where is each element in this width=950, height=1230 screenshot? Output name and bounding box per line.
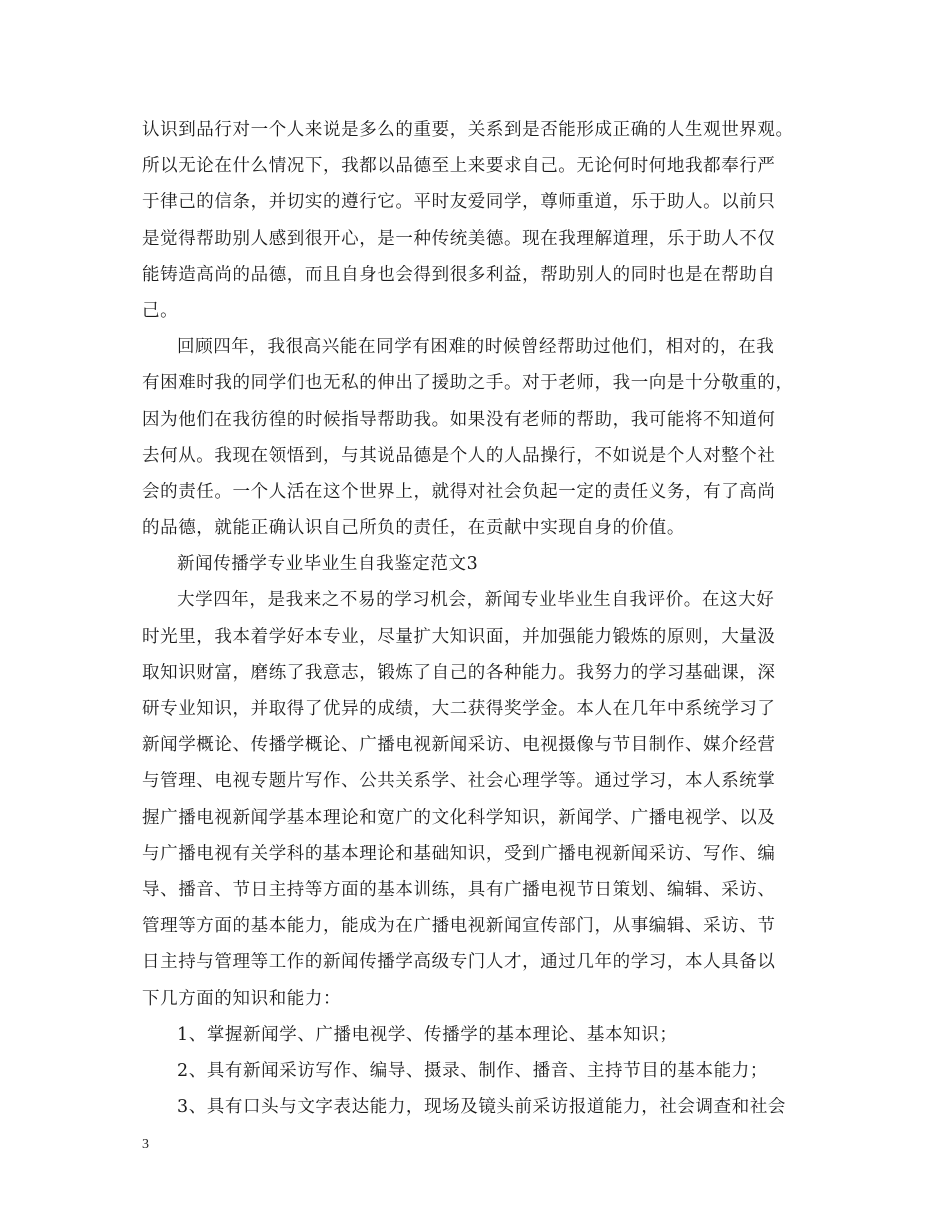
text-line: 回顾四年，我很高兴能在同学有困难的时候曾经帮助过他们，相对的，在我 [177,337,775,358]
text-line: 去何从。我现在领悟到，与其说品德是个人的人品操行，不如说是个人对整个社 [142,445,776,466]
text-line: 导、播音、节日主持等方面的基本训练，具有广播电视节日策划、编辑、采访、 [142,879,776,900]
text-line: 于律己的信条，并切实的遵行它。平时友爱同学，尊师重道，乐于助人。以前只 [142,192,776,213]
text-line: 1、掌握新闻学、广播电视学、传播学的基本理论、基本知识； [177,1024,678,1045]
text-line: 新闻传播学专业毕业生自我鉴定范文3 [177,554,479,575]
text-line: 时光里，我本着学好本专业，尽量扩大知识面，并加强能力锻炼的原则，大量汲 [142,626,776,647]
text-line: 取知识财富，磨练了我意志，锻炼了自己的各种能力。我努力的学习基础课，深 [142,662,776,683]
text-line: 有困难时我的同学们也无私的伸出了援助之手。对于老师，我一向是十分敬重的， [142,373,794,394]
text-line: 因为他们在我彷徨的时候指导帮助我。如果没有老师的帮助，我可能将不知道何 [142,409,776,430]
text-line: 己。 [142,300,179,321]
text-line: 握广播电视新闻学基本理论和宽广的文化科学知识，新闻学、广播电视学、以及 [142,807,776,828]
text-line: 日主持与管理等工作的新闻传播学高级专门人才，通过几年的学习，本人具备以 [142,952,776,973]
page-number: 3 [142,1137,149,1152]
text-line: 2、具有新闻采访写作、编导、摄录、制作、播音、主持节目的基本能力； [177,1060,768,1081]
text-line: 与广播电视有关学科的基本理论和基础知识，受到广播电视新闻采访、写作、编 [142,843,776,864]
text-line: 新闻学概论、传播学概论、广播电视新闻采访、电视摄像与节目制作、媒介经营 [142,735,776,756]
text-line: 是觉得帮助别人感到很开心，是一种传统美德。现在我理解道理，乐于助人不仅 [142,228,776,249]
text-line: 大学四年，是我来之不易的学习机会，新闻专业毕业生自我评价。在这大好 [177,590,775,611]
text-line: 会的责任。一个人活在这个世界上，就得对社会负起一定的责任义务，有了高尚 [142,481,776,502]
text-line: 的品德，就能正确认识自己所负的责任，在贡献中实现自身的价值。 [142,518,685,539]
text-line: 管理等方面的基本能力，能成为在广播电视新闻宣传部门，从事编辑、采访、节 [142,916,776,937]
text-line: 研专业知识，并取得了优异的成绩，大二获得奖学金。本人在几年中系统学习了 [142,699,776,719]
document-body [142,112,822,1125]
text-line: 与管理、电视专题片写作、公共关系学、社会心理学等。通过学习，本人系统掌 [142,771,776,792]
text-line: 认识到品行对一个人来说是多么的重要，关系到是否能形成正确的人生观世界观。 [142,120,794,140]
text-line: 3、具有口头与文字表达能力，现场及镜头前采访报道能力，社会调查和社会 [177,1097,787,1118]
text-line: 下几方面的知识和能力： [142,988,342,1009]
text-line: 所以无论在什么情况下，我都以品德至上来要求自己。无论何时何地我都奉行严 [142,156,776,177]
text-line: 能铸造高尚的品德，而且自身也会得到很多利益，帮助别人的同时也是在帮助自 [142,264,776,285]
